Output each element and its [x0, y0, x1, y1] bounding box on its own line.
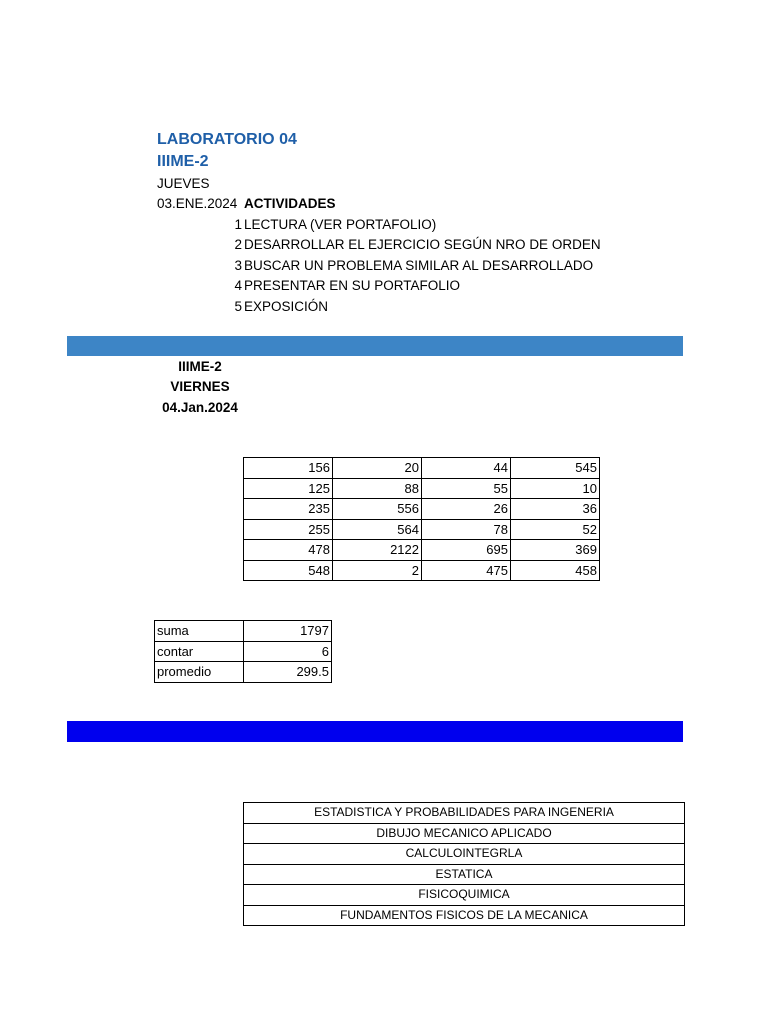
lab-title: LABORATORIO 04: [157, 131, 297, 148]
activity-number: 4: [234, 278, 242, 294]
table-row: [155, 621, 332, 642]
number-cell: 556: [333, 499, 422, 520]
number-cell: 548: [244, 560, 333, 581]
number-cell: 88: [333, 478, 422, 499]
activities-list: [222, 215, 601, 317]
activity-item: [222, 235, 601, 255]
activity-text: EXPOSICIÓN: [244, 298, 329, 314]
number-cell: 475: [422, 560, 511, 581]
blue-band-divider: [67, 336, 683, 356]
number-cell: 10: [511, 478, 600, 499]
number-cell: 458: [511, 560, 600, 581]
number-cell: 26: [422, 499, 511, 520]
activity-text: DESARROLLAR EL EJERCICIO SEGÚN NRO DE ORDEN: [244, 237, 601, 253]
day-label: JUEVES: [157, 176, 210, 191]
section2-group: IIIME-2: [178, 359, 222, 374]
activity-item: [222, 215, 601, 235]
number-cell: 255: [244, 519, 333, 540]
number-cell: 478: [244, 540, 333, 561]
number-cell: 55: [422, 478, 511, 499]
stats-table: [154, 620, 332, 683]
number-cell: 52: [511, 519, 600, 540]
course-cell: CALCULOINTEGRLA: [244, 844, 685, 865]
course-cell: DIBUJO MECANICO APLICADO: [244, 823, 685, 844]
numbers-table: [243, 457, 600, 581]
dark-blue-band-divider: [67, 721, 683, 742]
table-row: [155, 641, 332, 662]
course-cell: FUNDAMENTOS FISICOS DE LA MECANICA: [244, 905, 685, 926]
table-row: [244, 885, 685, 906]
activity-item: [222, 256, 601, 276]
number-cell: 564: [333, 519, 422, 540]
stat-value: 1797: [244, 621, 332, 642]
activity-item: [222, 297, 601, 317]
number-cell: 125: [244, 478, 333, 499]
activity-number: 5: [234, 298, 242, 314]
course-cell: ESTATICA: [244, 864, 685, 885]
table-row: [244, 905, 685, 926]
activity-text: LECTURA (VER PORTAFOLIO): [244, 217, 437, 232]
number-cell: 2122: [333, 540, 422, 561]
section2-day: VIERNES: [170, 379, 230, 394]
stat-label: contar: [155, 641, 244, 662]
table-row: [244, 478, 600, 499]
table-row: [244, 519, 600, 540]
stat-label: suma: [155, 621, 244, 642]
table-row: [244, 844, 685, 865]
stat-label: promedio: [155, 662, 244, 683]
date-label: 03.ENE.2024: [157, 196, 238, 211]
number-cell: 156: [244, 458, 333, 479]
table-row: [244, 803, 685, 824]
stat-value: 6: [244, 641, 332, 662]
course-cell: ESTADISTICA Y PROBABILIDADES PARA INGENERIA: [244, 803, 685, 824]
courses-table: [243, 802, 685, 926]
number-cell: 695: [422, 540, 511, 561]
activity-text: BUSCAR UN PROBLEMA SIMILAR AL DESARROLLADO: [244, 257, 594, 273]
activity-number: 1: [234, 217, 242, 232]
number-cell: 20: [333, 458, 422, 479]
lab-group: IIIME-2: [157, 153, 209, 170]
activities-heading: ACTIVIDADES: [244, 196, 336, 211]
table-row: [244, 560, 600, 581]
number-cell: 235: [244, 499, 333, 520]
number-cell: 36: [511, 499, 600, 520]
table-row: [244, 499, 600, 520]
table-row: [244, 864, 685, 885]
table-row: [244, 823, 685, 844]
number-cell: 369: [511, 540, 600, 561]
table-row: [244, 540, 600, 561]
number-cell: 44: [422, 458, 511, 479]
table-row: [155, 662, 332, 683]
activity-text: PRESENTAR EN SU PORTAFOLIO: [244, 278, 461, 294]
activity-number: 2: [234, 237, 242, 253]
activity-item: [222, 276, 601, 296]
number-cell: 78: [422, 519, 511, 540]
course-cell: FISICOQUIMICA: [244, 885, 685, 906]
number-cell: 2: [333, 560, 422, 581]
table-row: [244, 458, 600, 479]
stat-value: 299.5: [244, 662, 332, 683]
number-cell: 545: [511, 458, 600, 479]
activity-number: 3: [234, 257, 242, 273]
section2-date: 04.Jan.2024: [162, 400, 238, 415]
